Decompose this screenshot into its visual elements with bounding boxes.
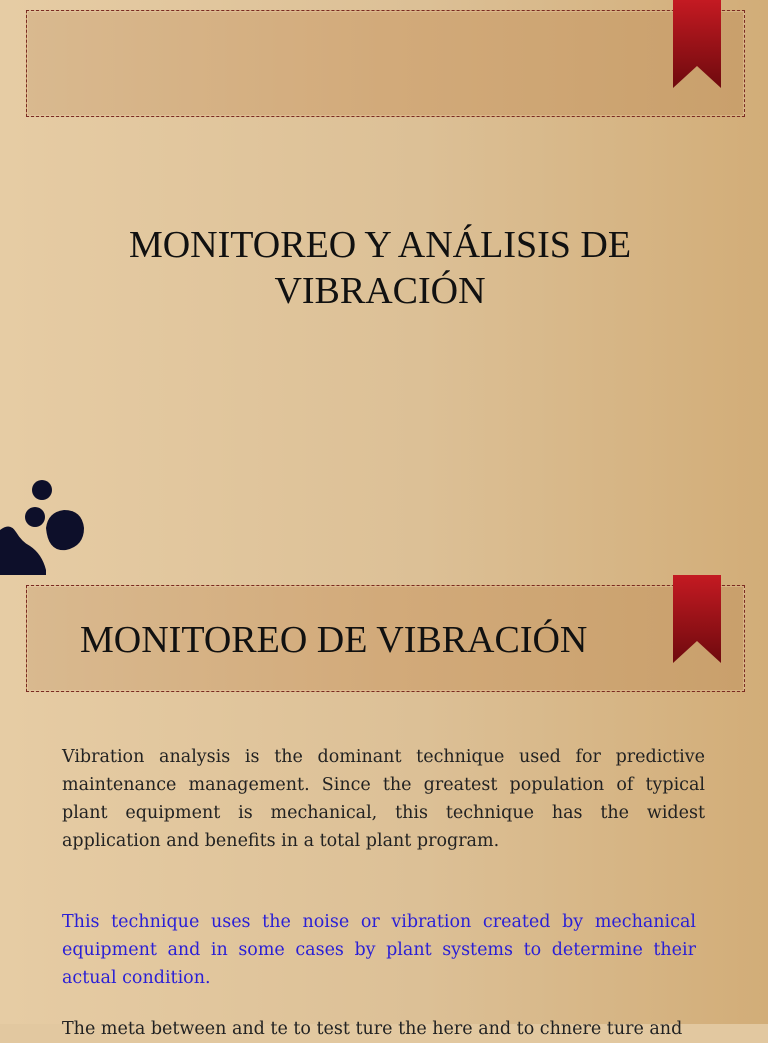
ink-splat-decoration xyxy=(0,470,90,575)
bookmark-ribbon-icon xyxy=(673,575,721,663)
slide-title: MONITOREO DE VIBRACIÓN xyxy=(80,619,588,661)
content-slide xyxy=(0,575,768,1039)
body-paragraph-cut-off: The meta between and te to test ture the here and to chnere ture and xyxy=(62,1019,683,1039)
bookmark-ribbon-icon xyxy=(673,0,721,88)
header-banner xyxy=(26,10,745,117)
highlighted-paragraph: This technique uses the noise or vibration created by mechanical equipment and in some cases by plant systems to determine their actual condition. xyxy=(62,912,696,988)
body-paragraph: Vibration analysis is the dominant technique used for predictive maintenance management. Since the greatest population of typical plant equipment is mechanical, this technique has the widest application and benefits in a total plant program. xyxy=(62,747,705,851)
presentation-title: MONITOREO Y ANÁLISIS DE VIBRACIÓN xyxy=(128,224,632,312)
